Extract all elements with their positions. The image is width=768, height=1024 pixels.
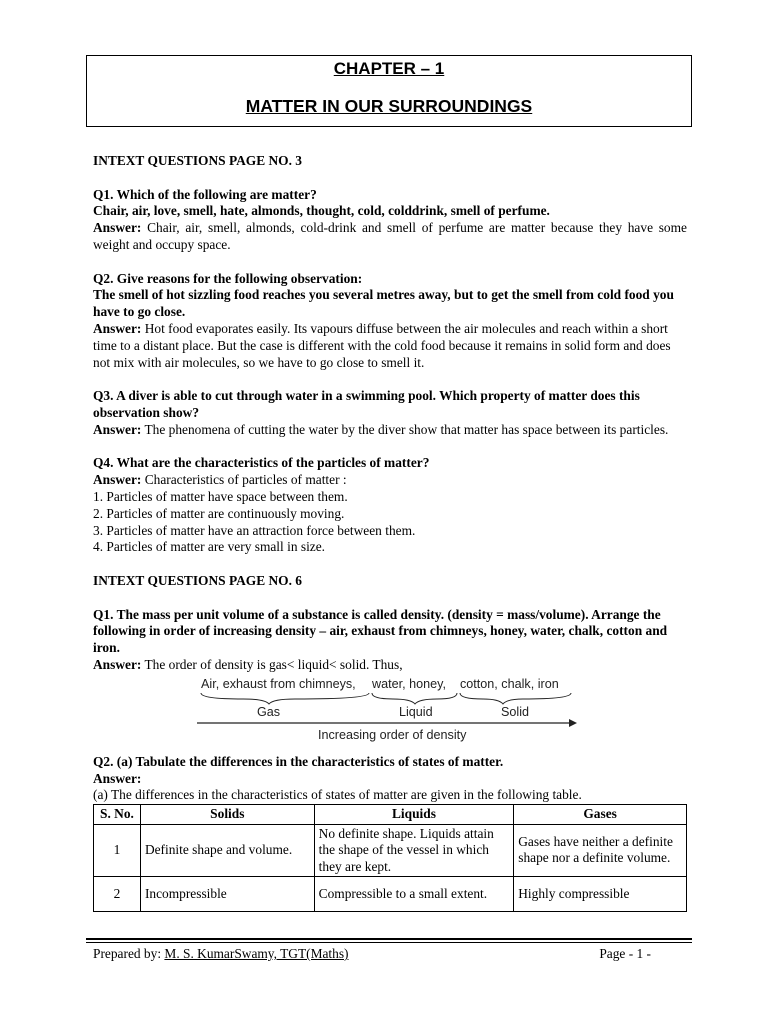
question-text: Q1. Which of the following are matter? <box>93 186 317 202</box>
table-cell: Compressible to a small extent. <box>314 877 514 912</box>
answer-paragraph <box>93 220 687 254</box>
footer-divider <box>86 942 692 943</box>
gas-brace <box>201 693 369 704</box>
answer-paragraph <box>93 657 687 674</box>
answer-label: Answer: <box>93 220 142 236</box>
table-header-cell: Solids <box>140 805 314 825</box>
answer-label: Answer: <box>93 421 142 437</box>
chapter-header-box <box>86 55 692 127</box>
table-cell: Gases have neither a definite shape nor a definite volume. <box>514 824 687 877</box>
page-number: Page - 1 - <box>599 946 651 961</box>
answer-text: The phenomena of cutting the water by the diver show that matter has space between its particles. <box>141 421 669 437</box>
solid-items-label: cotton, chalk, iron <box>460 676 559 691</box>
question-text: Q3. A diver is able to cut through water in a swimming pool. Which property of matter does this observation show? <box>93 388 640 420</box>
answer-label: Answer: <box>93 656 142 672</box>
liquid-category-label: Liquid <box>399 704 433 719</box>
answer-text: (a) The differences in the characteristics of states of matter are given in the following table. <box>93 787 582 803</box>
table-row <box>94 824 687 877</box>
answer-paragraph <box>93 321 687 371</box>
table-cell: No definite shape. Liquids attain the shape of the vessel in which they are kept. <box>314 824 514 877</box>
prepared-by-label: Prepared by: <box>93 946 165 961</box>
question-text: Q4. What are the characteristics of the particles of matter? <box>93 455 430 471</box>
page-footer <box>93 946 651 962</box>
table-header-cell: Liquids <box>314 805 514 825</box>
liquid-brace <box>372 693 457 704</box>
table-header-cell: S. No. <box>94 805 141 825</box>
solid-category-label: Solid <box>501 704 530 719</box>
chapter-number: CHAPTER – 1 <box>333 59 445 78</box>
table-header-row <box>94 805 687 825</box>
answer-text: Chair, air, smell, almonds, cold-drink and smell of perfume are matter because they have some weight and occupy space. <box>93 220 687 252</box>
table-cell: Definite shape and volume. <box>140 824 314 877</box>
list-item: 3. Particles of matter have an attraction force between them. <box>93 522 416 538</box>
table-cell: 1 <box>94 824 141 877</box>
footer-credit <box>93 946 349 961</box>
page-content <box>93 153 687 912</box>
table-header-cell: Gases <box>514 805 687 825</box>
solid-brace <box>460 693 571 704</box>
author-name: M. S. KumarSwamy, TGT(Maths) <box>164 946 349 961</box>
answer-label: Answer: <box>93 320 142 336</box>
table-cell: 2 <box>94 877 141 912</box>
question-text: Q2. Give reasons for the following observation: <box>93 270 363 286</box>
question-text: Chair, air, love, smell, hate, almonds, thought, cold, colddrink, smell of perfume. <box>93 203 550 219</box>
list-item: 4. Particles of matter are very small in size. <box>93 539 326 555</box>
arrow-caption: Increasing order of density <box>318 727 467 742</box>
answer-text: Characteristics of particles of matter : <box>141 472 347 488</box>
table-row <box>94 877 687 912</box>
answer-paragraph <box>93 422 687 439</box>
question-text: The smell of hot sizzling food reaches you several metres away, but to get the smell from cold food you have to go close. <box>93 287 674 320</box>
list-item: 2. Particles of matter are continuously moving. <box>93 505 345 521</box>
question-text: Q2. (a) Tabulate the differences in the characteristics of states of matter. <box>93 753 504 769</box>
answer-text: The order of density is gas< liquid< solid. Thus, <box>141 656 403 672</box>
question-text: Q1. The mass per unit volume of a substance is called density. (density = mass/volume). Arrange the following in order of increasing density – air, exhaust from chimneys, honey, water, chalk, cotton and iron. <box>93 606 668 656</box>
section-heading: INTEXT QUESTIONS PAGE NO. 3 <box>93 153 302 168</box>
answer-paragraph <box>93 472 687 489</box>
answer-text: Hot food evaporates easily. Its vapours diffuse between the air molecules and reach within a short time to a distant place. But the case is different with the cold food because it remains in solid form and does not mix with air molecules, so we have to go close to smell it. <box>93 320 671 370</box>
table-cell: Highly compressible <box>514 877 687 912</box>
gas-category-label: Gas <box>257 704 281 719</box>
answer-label: Answer: <box>93 770 142 786</box>
liquid-items-label: water, honey, <box>372 676 446 691</box>
density-order-diagram <box>93 676 687 744</box>
table-cell: Incompressible <box>140 877 314 912</box>
footer-divider <box>86 938 692 940</box>
chapter-title: MATTER IN OUR SURROUNDINGS <box>245 96 533 116</box>
section-heading: INTEXT QUESTIONS PAGE NO. 6 <box>93 572 302 588</box>
states-of-matter-table <box>93 804 687 912</box>
list-item: 1. Particles of matter have space between them. <box>93 488 348 504</box>
gas-items-label: Air, exhaust from chimneys, <box>201 676 356 691</box>
answer-label: Answer: <box>93 472 142 488</box>
density-arrow-head <box>569 719 577 727</box>
